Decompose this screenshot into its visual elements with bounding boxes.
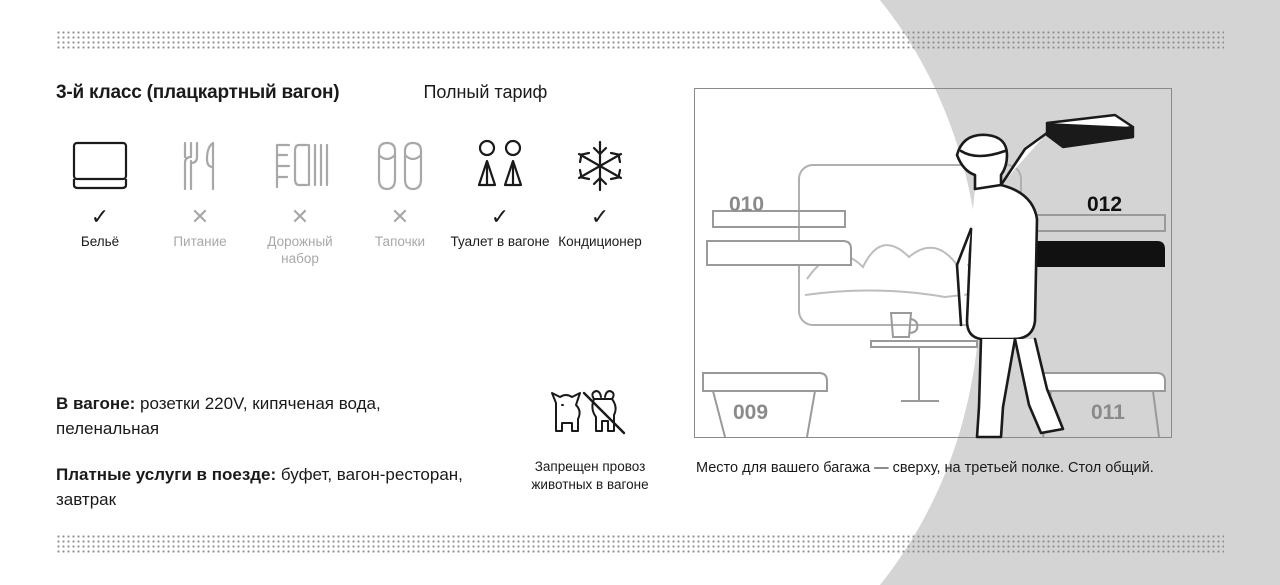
- amenity-mark: ✕: [390, 204, 410, 229]
- paid-text: буфет, вагон-ресторан, завтрак: [56, 465, 463, 509]
- in-car-label: В вагоне:: [56, 394, 136, 413]
- amenity-label: Тапочки: [374, 234, 426, 249]
- amenity-label: Питание: [173, 234, 227, 249]
- in-car-text: розетки 220V, кипяченая вода, пеленальная: [56, 394, 381, 438]
- amenity-mark: ✓: [590, 204, 610, 229]
- seat-number-011: 011: [1091, 401, 1125, 424]
- fare-title: Полный тариф: [423, 82, 548, 102]
- amenity-mark: ✓: [490, 204, 510, 229]
- info-block: [56, 392, 476, 535]
- seat-number-010: 010: [729, 193, 765, 216]
- pets-caption: Запрещен провоз животных в вагоне: [531, 459, 649, 492]
- amenity-label: Дорожный набор: [267, 234, 333, 266]
- toilet-icon: [469, 130, 531, 202]
- amenity-bedding: [50, 130, 150, 268]
- meal-icon: [169, 130, 231, 202]
- ac-icon: [569, 130, 631, 202]
- no-pets-icon: [542, 385, 638, 452]
- in-car-services: [56, 392, 476, 441]
- amenity-ac: [550, 130, 650, 268]
- class-title: 3-й класс (плацкартный вагон): [56, 82, 340, 103]
- amenity-label: Туалет в вагоне: [450, 234, 550, 249]
- amenity-mark: ✕: [190, 204, 210, 229]
- pets-block: [520, 385, 660, 493]
- baggage-caption: Место для вашего багажа — сверху, на третьей полке. Стол общий.: [696, 460, 1154, 476]
- seat-number-009: 009: [733, 401, 769, 424]
- amenity-mark: ✕: [290, 204, 310, 229]
- amenity-slippers: [350, 130, 450, 268]
- amenity-label: Кондиционер: [558, 234, 642, 249]
- title-row: [56, 82, 656, 104]
- seat-number-012: 012: [1087, 193, 1123, 216]
- slippers-icon: [367, 130, 433, 202]
- amenity-toilet: [450, 130, 550, 268]
- bedding-icon: [69, 130, 131, 202]
- amenity-meal: [150, 130, 250, 268]
- amenity-travel-kit: [250, 130, 350, 268]
- paid-services: [56, 463, 476, 512]
- paid-label: Платные услуги в поезде:: [56, 465, 277, 485]
- amenity-label: Бельё: [80, 234, 120, 249]
- carriage-illustration: [694, 88, 1172, 438]
- travel-kit-icon: [263, 130, 337, 202]
- amenity-mark: ✓: [90, 204, 110, 229]
- amenities-list: [50, 130, 650, 268]
